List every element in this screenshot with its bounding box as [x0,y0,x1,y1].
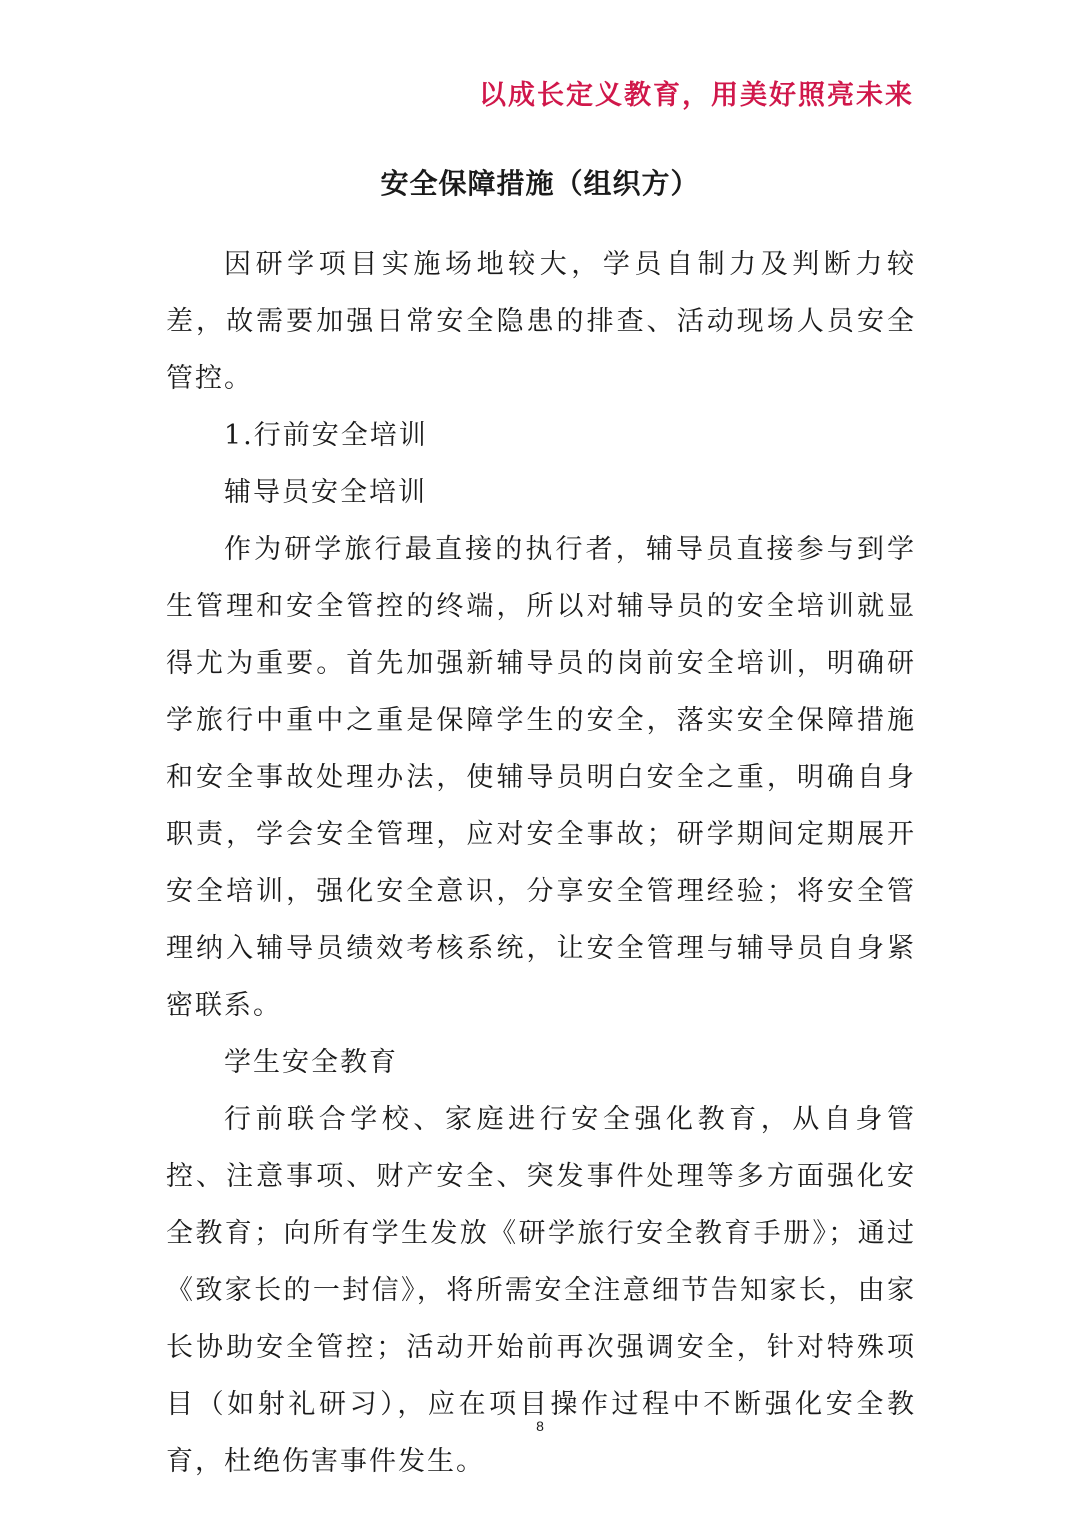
page-number: 8 [536,1418,544,1434]
document-body [166,236,916,1490]
document-title: 安全保障措施（组织方） [380,167,700,200]
section-heading-pre-trip-training: 1.行前安全培训 [224,420,428,451]
paragraph-counselor-training: 作为研学旅行最直接的执行者，辅导员直接参与到学生管理和安全管控的终端，所以对辅导员的安全培训就显得尤为重要。首先加强新辅导员的岗前安全培训，明确研学旅行中重中之重是保障学生的安全，落实安全保障措施和安全事故处理办法，使辅导员明白安全之重，明确自身职责，学会安全管理，应对安全事故；研学期间定期展开安全培训，强化安全意识，分享安全管理经验；将安全管理纳入辅导员绩效考核系统，让安全管理与辅导员自身紧密联系。 [166,534,916,1021]
paragraph-student-education: 行前联合学校、家庭进行安全强化教育，从自身管控、注意事项、财产安全、突发事件处理等多方面强化安全教育；向所有学生发放《研学旅行安全教育手册》；通过《致家长的一封信》，将所需安全注意细节告知家长，由家长协助安全管控；活动开始前再次强调安全，针对特殊项目（如射礼研习），应在项目操作过程中不断强化安全教育，杜绝伤害事件发生。 [166,1104,916,1477]
header-slogan: 以成长定义教育，用美好照亮未来 [479,80,914,111]
subheading-counselor-training: 辅导员安全培训 [224,477,427,508]
paragraph-intro: 因研学项目实施场地较大，学员自制力及判断力较差，故需要加强日常安全隐患的排查、活动现场人员安全管控。 [166,249,916,394]
subheading-student-education: 学生安全教育 [224,1047,398,1078]
